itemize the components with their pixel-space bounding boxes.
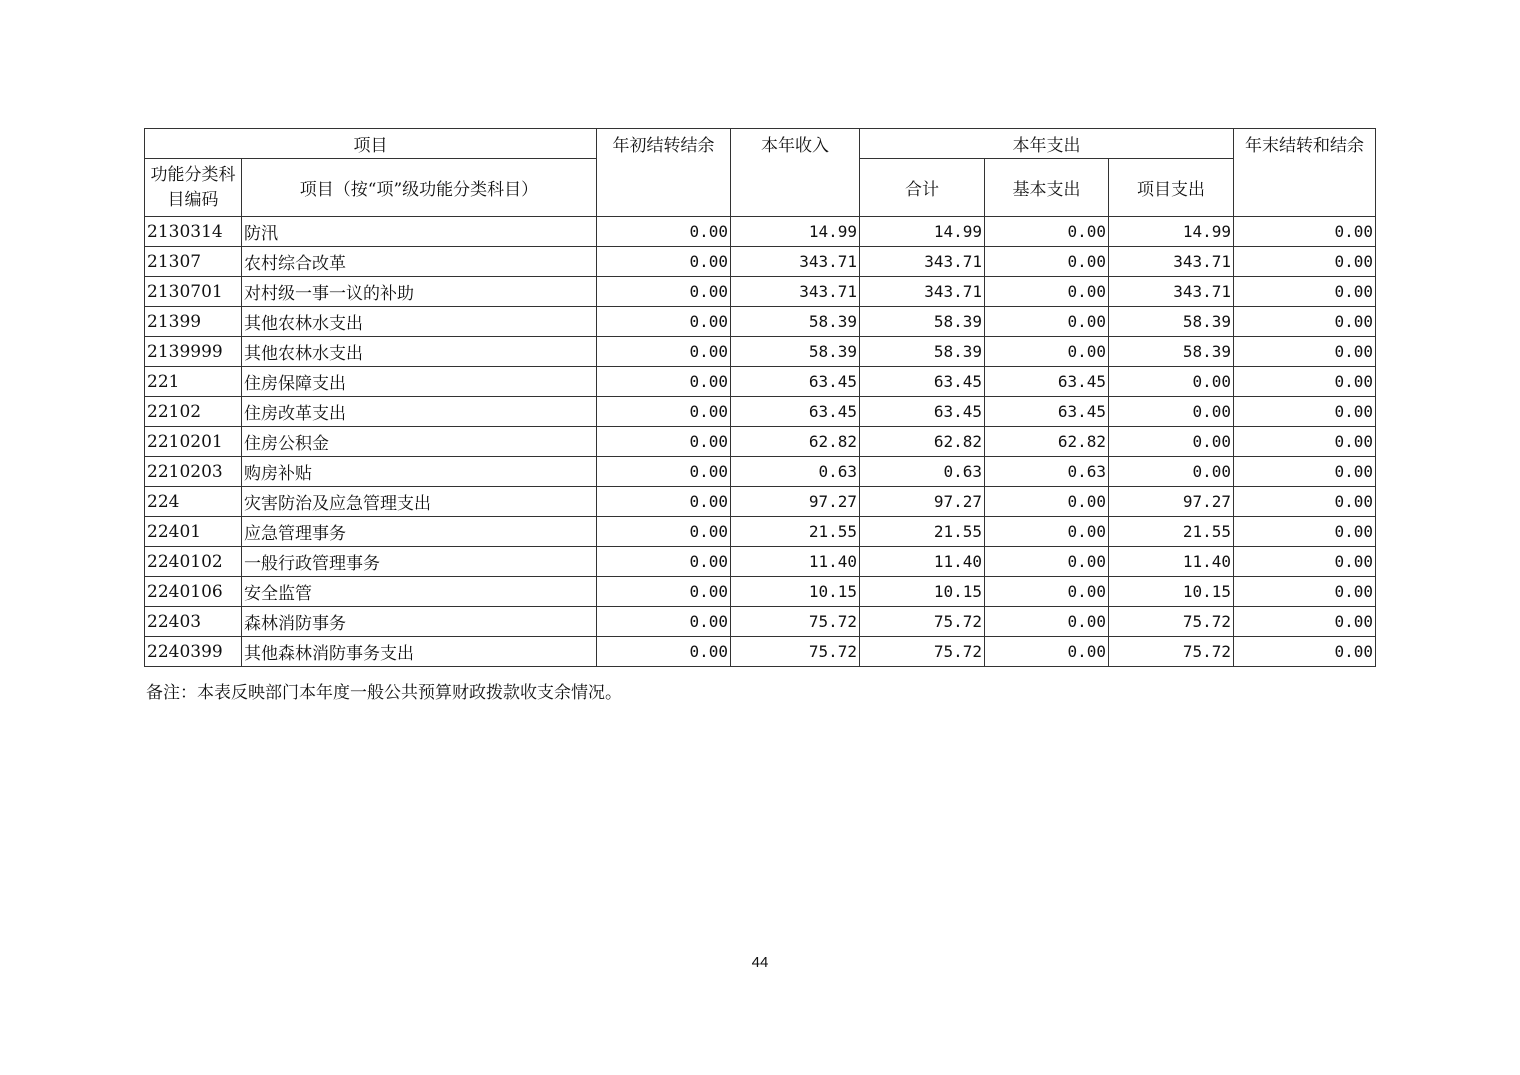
page-number: 44 (751, 954, 769, 971)
cell-income: 97.27 (731, 487, 860, 517)
cell-opening-balance: 0.00 (597, 217, 731, 247)
cell-project: 14.99 (1109, 217, 1234, 247)
cell-name: 应急管理事务 (242, 517, 597, 547)
table-row (145, 217, 1376, 247)
table-row (145, 337, 1376, 367)
cell-opening-balance: 0.00 (597, 607, 731, 637)
cell-opening-balance: 0.00 (597, 427, 731, 457)
cell-code: 22403 (145, 607, 242, 637)
cell-basic: 63.45 (985, 397, 1109, 427)
table-note: 备注：本表反映部门本年度一般公共预算财政拨款收支余情况。 (146, 683, 622, 703)
cell-opening-balance: 0.00 (597, 307, 731, 337)
table-row (145, 397, 1376, 427)
cell-income: 62.82 (731, 427, 860, 457)
cell-total: 0.63 (860, 457, 985, 487)
cell-name: 安全监管 (242, 577, 597, 607)
cell-closing-balance: 0.00 (1234, 427, 1376, 457)
cell-income: 75.72 (731, 607, 860, 637)
table-row (145, 607, 1376, 637)
cell-name: 其他森林消防事务支出 (242, 637, 597, 667)
cell-code: 2139999 (145, 337, 242, 367)
header-project: 项目支出 (1109, 159, 1234, 217)
cell-name: 森林消防事务 (242, 607, 597, 637)
cell-name: 其他农林水支出 (242, 307, 597, 337)
cell-basic: 0.00 (985, 277, 1109, 307)
header-closing-balance: 年末结转和结余 (1234, 129, 1376, 217)
cell-name: 农村综合改革 (242, 247, 597, 277)
cell-code: 224 (145, 487, 242, 517)
cell-code: 2210203 (145, 457, 242, 487)
cell-closing-balance: 0.00 (1234, 517, 1376, 547)
cell-opening-balance: 0.00 (597, 247, 731, 277)
header-income: 本年收入 (731, 129, 860, 217)
cell-name: 灾害防治及应急管理支出 (242, 487, 597, 517)
cell-total: 10.15 (860, 577, 985, 607)
cell-closing-balance: 0.00 (1234, 577, 1376, 607)
cell-income: 343.71 (731, 277, 860, 307)
cell-opening-balance: 0.00 (597, 397, 731, 427)
cell-project: 0.00 (1109, 397, 1234, 427)
header-total: 合计 (860, 159, 985, 217)
cell-project: 0.00 (1109, 367, 1234, 397)
cell-project: 0.00 (1109, 427, 1234, 457)
cell-basic: 0.00 (985, 547, 1109, 577)
cell-basic: 0.00 (985, 337, 1109, 367)
header-item-group: 项目 (145, 129, 597, 159)
cell-project: 58.39 (1109, 307, 1234, 337)
table-row (145, 547, 1376, 577)
cell-total: 343.71 (860, 277, 985, 307)
cell-basic: 0.00 (985, 607, 1109, 637)
cell-basic: 0.00 (985, 487, 1109, 517)
cell-total: 62.82 (860, 427, 985, 457)
cell-total: 63.45 (860, 367, 985, 397)
header-row-1 (145, 129, 1376, 159)
cell-name: 其他农林水支出 (242, 337, 597, 367)
cell-opening-balance: 0.00 (597, 457, 731, 487)
header-expenditure-group: 本年支出 (860, 129, 1234, 159)
cell-closing-balance: 0.00 (1234, 337, 1376, 367)
table-row (145, 487, 1376, 517)
cell-project: 75.72 (1109, 607, 1234, 637)
table-row (145, 457, 1376, 487)
cell-total: 343.71 (860, 247, 985, 277)
cell-opening-balance: 0.00 (597, 277, 731, 307)
cell-income: 10.15 (731, 577, 860, 607)
table-row (145, 307, 1376, 337)
cell-basic: 63.45 (985, 367, 1109, 397)
cell-basic: 0.00 (985, 517, 1109, 547)
cell-basic: 0.63 (985, 457, 1109, 487)
cell-closing-balance: 0.00 (1234, 217, 1376, 247)
table-body (145, 217, 1376, 667)
cell-project: 21.55 (1109, 517, 1234, 547)
cell-basic: 62.82 (985, 427, 1109, 457)
cell-total: 75.72 (860, 607, 985, 637)
cell-income: 75.72 (731, 637, 860, 667)
header-opening-balance: 年初结转结余 (597, 129, 731, 217)
table-row (145, 637, 1376, 667)
cell-total: 11.40 (860, 547, 985, 577)
cell-total: 97.27 (860, 487, 985, 517)
cell-project: 11.40 (1109, 547, 1234, 577)
cell-name: 购房补贴 (242, 457, 597, 487)
cell-opening-balance: 0.00 (597, 487, 731, 517)
table-row (145, 427, 1376, 457)
cell-basic: 0.00 (985, 247, 1109, 277)
table-row (145, 517, 1376, 547)
cell-opening-balance: 0.00 (597, 637, 731, 667)
cell-total: 58.39 (860, 307, 985, 337)
cell-income: 58.39 (731, 307, 860, 337)
cell-code: 2240106 (145, 577, 242, 607)
cell-income: 11.40 (731, 547, 860, 577)
budget-table (144, 128, 1376, 667)
cell-name: 对村级一事一议的补助 (242, 277, 597, 307)
table-row (145, 247, 1376, 277)
cell-total: 75.72 (860, 637, 985, 667)
cell-closing-balance: 0.00 (1234, 487, 1376, 517)
cell-code: 2210201 (145, 427, 242, 457)
cell-income: 58.39 (731, 337, 860, 367)
table-row (145, 577, 1376, 607)
cell-name: 住房保障支出 (242, 367, 597, 397)
cell-project: 10.15 (1109, 577, 1234, 607)
cell-name: 住房改革支出 (242, 397, 597, 427)
cell-code: 21307 (145, 247, 242, 277)
cell-closing-balance: 0.00 (1234, 397, 1376, 427)
cell-code: 21399 (145, 307, 242, 337)
cell-income: 14.99 (731, 217, 860, 247)
table-row (145, 367, 1376, 397)
header-basic: 基本支出 (985, 159, 1109, 217)
cell-closing-balance: 0.00 (1234, 457, 1376, 487)
cell-name: 一般行政管理事务 (242, 547, 597, 577)
cell-income: 0.63 (731, 457, 860, 487)
cell-project: 75.72 (1109, 637, 1234, 667)
header-code: 功能分类科目编码 (145, 159, 242, 217)
cell-closing-balance: 0.00 (1234, 547, 1376, 577)
cell-project: 97.27 (1109, 487, 1234, 517)
cell-closing-balance: 0.00 (1234, 277, 1376, 307)
cell-code: 2130314 (145, 217, 242, 247)
cell-basic: 0.00 (985, 637, 1109, 667)
cell-code: 2240399 (145, 637, 242, 667)
header-name: 项目（按“项”级功能分类科目） (242, 159, 597, 217)
cell-opening-balance: 0.00 (597, 517, 731, 547)
cell-closing-balance: 0.00 (1234, 367, 1376, 397)
cell-closing-balance: 0.00 (1234, 607, 1376, 637)
cell-basic: 0.00 (985, 307, 1109, 337)
table-row (145, 277, 1376, 307)
cell-opening-balance: 0.00 (597, 337, 731, 367)
cell-opening-balance: 0.00 (597, 577, 731, 607)
cell-code: 22401 (145, 517, 242, 547)
cell-opening-balance: 0.00 (597, 367, 731, 397)
table-header (145, 129, 1376, 217)
cell-total: 63.45 (860, 397, 985, 427)
cell-income: 63.45 (731, 367, 860, 397)
cell-project: 343.71 (1109, 247, 1234, 277)
cell-total: 21.55 (860, 517, 985, 547)
cell-income: 63.45 (731, 397, 860, 427)
cell-income: 343.71 (731, 247, 860, 277)
cell-code: 221 (145, 367, 242, 397)
cell-project: 58.39 (1109, 337, 1234, 367)
cell-project: 343.71 (1109, 277, 1234, 307)
cell-name: 住房公积金 (242, 427, 597, 457)
cell-name: 防汛 (242, 217, 597, 247)
cell-code: 2240102 (145, 547, 242, 577)
cell-basic: 0.00 (985, 577, 1109, 607)
cell-total: 14.99 (860, 217, 985, 247)
cell-income: 21.55 (731, 517, 860, 547)
cell-opening-balance: 0.00 (597, 547, 731, 577)
cell-code: 22102 (145, 397, 242, 427)
cell-closing-balance: 0.00 (1234, 637, 1376, 667)
cell-project: 0.00 (1109, 457, 1234, 487)
cell-code: 2130701 (145, 277, 242, 307)
cell-closing-balance: 0.00 (1234, 247, 1376, 277)
cell-total: 58.39 (860, 337, 985, 367)
cell-basic: 0.00 (985, 217, 1109, 247)
cell-closing-balance: 0.00 (1234, 307, 1376, 337)
